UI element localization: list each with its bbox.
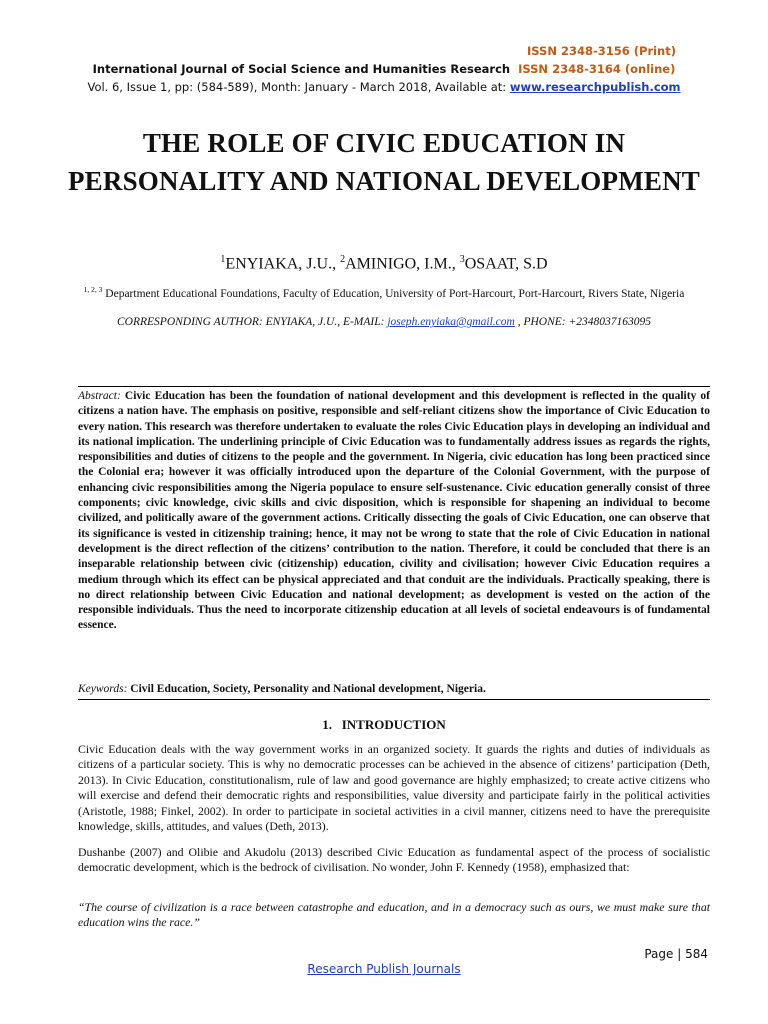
corresponding-phone: , PHONE: +2348037163095 <box>514 316 651 328</box>
section-number: 1. <box>322 717 332 732</box>
volume-info-row <box>0 80 768 94</box>
affiliation-text: Department Educational Foundations, Faculty of Education, University of Port-Harcourt, Port-Harcourt, Rivers State, Nigeria <box>105 287 685 300</box>
author-2-sup: 2 <box>340 254 346 265</box>
journal-header <box>0 62 768 76</box>
abstract-text: Civic Education has been the foundation of national development and this development is reflected in the quality of citizens a nation have. The emphasis on positive, responsible and self-reliant citizens show the importance of Civic Education to every nation. This research was therefore undertaken to evaluate the roles Civic Education plays in developing an individual and its national implication. The underlining principle of Civic Education was to fundamentally address issues as regards the rights, responsibilities and duties of citizens to the people and the government. In Nigeria, civic education has long been practiced since the Colonial era; however it was officially introduced upon the departure of the Colonial Government, with the purpose of enhancing civic responsibilities among the Nigeria populace to ensure self-sustenance. Civic education generally consist of three components; civic knowledge, civic skills and civic disposition, which is responsible for shapening an individual to become civilized, and politically aware of the government actions. Critically dissecting the goals of Civic Education, one can observe that its significance is vested in citizenship training; hence, it may not be wrong to state that the role of Civic Education in national development is the direct reflection of the citizens’ contribution to the nation. Therefore, it could be concluded that there is an inseparable relationship between civic (citizenship) education, civility and civilisation; however Civic Education requires a medium through which its effect can be physical appreciated and that conduit are the individuals. Practically speaking, there is no direct relationship between Civic Education and national development; as development is vested on the action of the responsible individuals. Thus the need to incorporate citizenship education at all levels of societal endeavours is of fundamental essence. <box>78 390 711 632</box>
paper-title: THE ROLE OF CIVIC EDUCATION IN PERSONALITY AND NATIONAL DEVELOPMENT <box>67 128 701 196</box>
section-title: INTRODUCTION <box>341 717 446 732</box>
author-list <box>0 254 768 273</box>
author-email-link[interactable]: joseph.enyiaka@gmail.com <box>387 316 515 328</box>
intro-paragraph-2: Dushanbe (2007) and Olibie and Akudolu (2013) described Civic Education as fundamental aspect of the process of socialistic democratic development, which is the bedrock of civilisation. No wonder, John F. Kennedy (1958), emphasized that: <box>78 845 710 875</box>
author-3-sup: 3 <box>459 254 465 265</box>
kennedy-quote: “The course of civilization is a race between catastrophe and education, and in a democracy such as ours, we must make sure that education wins the race.” <box>78 900 710 930</box>
section-heading <box>0 717 768 733</box>
affiliation-sup: 1, 2, 3 <box>83 285 103 294</box>
affiliation <box>80 282 688 302</box>
author-1-sup: 1 <box>220 254 226 265</box>
volume-info: Vol. 6, Issue 1, pp: (584-589), Month: January - March 2018, Available at: <box>87 80 507 94</box>
journal-website-link[interactable]: www.researchpublish.com <box>509 80 681 94</box>
keywords <box>78 683 710 695</box>
footer <box>0 962 768 976</box>
corresponding-author <box>60 316 708 328</box>
issn-online: ISSN 2348-3164 (online) <box>518 62 676 76</box>
publisher-link[interactable]: Research Publish Journals <box>307 962 461 976</box>
abstract-top-rule <box>78 386 710 387</box>
keywords-text: Civil Education, Society, Personality and National development, Nigeria. <box>130 683 486 695</box>
author-3: OSAAT, S.D <box>464 255 548 273</box>
abstract <box>78 389 710 634</box>
author-1: ENYIAKA, J.U., <box>225 255 341 273</box>
intro-paragraph-1: Civic Education deals with the way government works in an organized society. It guards the rights and duties of individuals as citizens of a particular society. This is why no democratic processes can be achieved in the absence of citizens’ participation (Deth, 2013). In Civic Education, constitutionalism, rule of law and good governance are highly emphasized; to create active citizens who will exercise and defend their democratic rights and responsibilities, value diversity and participate fairly in the political activities (Aristotle, 1988; Finkel, 2002). In order to participate in societal activities in a civil manner, citizens need to have the prerequisite knowledge, skills, attitudes, and values (Deth, 2013). <box>78 742 710 834</box>
page-number: Page | 584 <box>644 947 708 961</box>
abstract-bottom-rule <box>78 699 710 700</box>
issn-print: ISSN 2348-3156 (Print) <box>527 44 676 58</box>
journal-name: International Journal of Social Science and Humanities Research <box>92 62 511 76</box>
keywords-label: Keywords: <box>78 683 128 695</box>
author-2: AMINIGO, I.M., <box>345 255 460 273</box>
corresponding-prefix: CORRESPONDING AUTHOR: ENYIAKA, J.U., E-MAIL: <box>117 316 388 328</box>
abstract-label: Abstract: <box>78 390 121 402</box>
